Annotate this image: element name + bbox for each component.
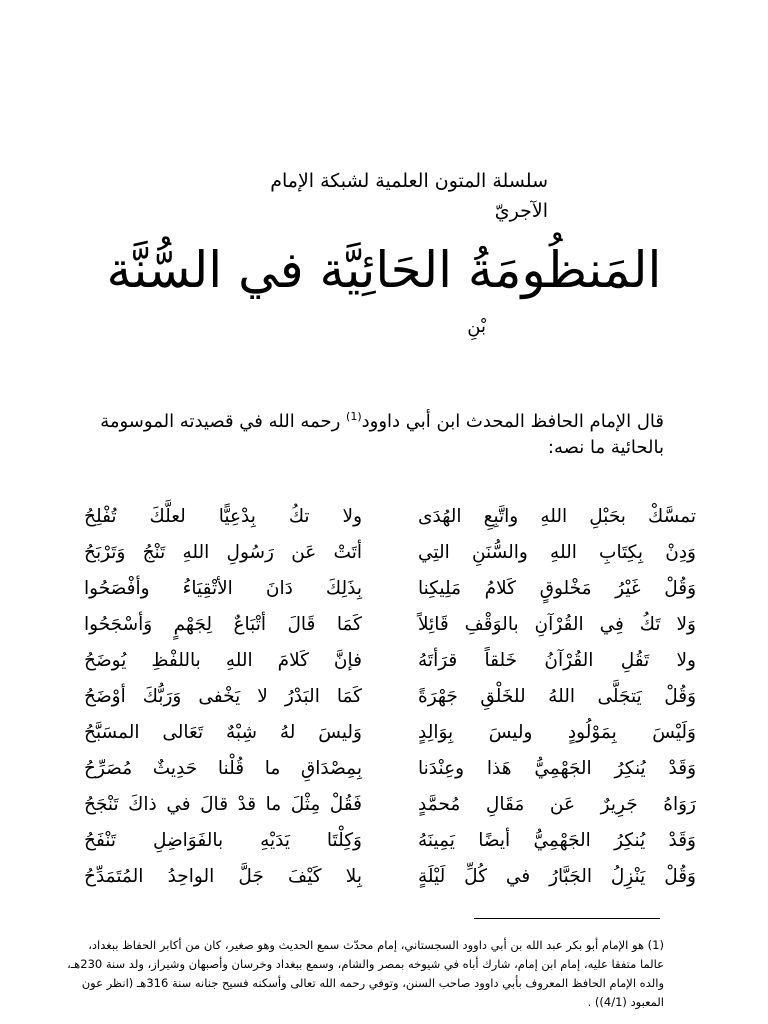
author-line: بْنِ (467, 316, 486, 337)
verse-first-hemistich: وَلا تَكُ فِي القُرْآنِ بالوَقْفِ قَائِلاً (418, 614, 696, 635)
verse (84, 860, 696, 894)
intro-text-after: رحمه الله في قصيدته الموسومة بالحائية ما نصه: (100, 411, 664, 458)
verse-second-hemistich: بِذَلِكَ دَانَ الأتْقِيَاءُ وأفْصَحُوا (84, 578, 362, 599)
poem-verses (84, 500, 696, 900)
intro-paragraph (74, 404, 664, 461)
verse-second-hemistich: فَقُلْ مِثْلَ ما قدْ قالَ في ذاكَ تَنْجَحُ (84, 794, 362, 815)
footnote-ref[interactable]: (1) (346, 410, 362, 423)
verse-first-hemistich: ولا تَقُلِ القُرْآنُ خَلقاً قرَأتَهُ (418, 650, 696, 671)
verse (84, 824, 696, 858)
intro-text-before: قال الإمام الحافظ المحدث ابن أبي داوود (361, 411, 664, 432)
main-title: المَنظُومَةُ الحَائِيَّة في السُّنَّة (106, 241, 662, 299)
footnote: (1) هو الإمام أبو بكر عبد الله بن أبي داوود السجستاني، إمام محدّث سمع الحديث وهو صغير، كان من أكابر الحفاظ ببغداد، عالما متفقا عليه، إمام ابن إمام، شارك أباه في شيوخه بمصر والشام، وسمع ببغداد وخرسان وأصبهان وشيراز، ولد سنة 230هـ، والده الإمام الحافظ المعروف بأبي داوود صاحب السنن، وتوفي رحمه الله تعالى وأسكنه فسيح جنانه سنة 316هـ (انظر عون المعبود (4/1)) . (67, 938, 664, 1009)
verse (84, 788, 696, 822)
verse-first-hemistich: وَقُلْ يَتجَلَّى اللهُ للخَلْقِ جَهْرَةً (418, 686, 696, 707)
verse (84, 536, 696, 570)
verse-first-hemistich: رَوَاهُ جَرِيرٌ عَن مَقَالِ مُحمَّدٍ (418, 794, 696, 815)
verse (84, 716, 696, 750)
verse (84, 680, 696, 714)
verse (84, 572, 696, 606)
footnote-separator (474, 918, 660, 919)
verse-second-hemistich: بِلا كَيْفَ جَلَّ الواحِدُ المُتَمَدِّحُ (84, 866, 362, 887)
verse-second-hemistich: ولا تكُ بِدْعِيًّا لعلَّكَ تُفْلِحُ (84, 506, 362, 527)
verse-second-hemistich: أتَتْ عَن رَسُولِ اللهِ تَنْجُ وَتَرْبَحُ (84, 542, 362, 563)
series-title: سلسلة المتون العلمية لشبكة الإمام الآجريّ (270, 170, 548, 222)
verse (84, 752, 696, 786)
verse-first-hemistich: وَلَيْسَ بِمَوْلُودٍ وليسَ بِوَالِدٍ (418, 722, 696, 743)
verse-first-hemistich: تمسَّكْ بحَبْلِ اللهِ واتَّبِعِ الهُدَى (418, 506, 696, 527)
verse-second-hemistich: بِمِصْدَاقِ ما قُلْنا حَدِيثٌ مُصَرِّحُ (84, 758, 362, 779)
verse-second-hemistich: كَمَا قَالَ أتْبَاعٌ لِجَهْمٍ وَأسْجَحُوا (84, 614, 362, 635)
verse-first-hemistich: وَقَدْ يُنكِرُ الجَهْمِيُّ هَذا وعِنْدَنا (418, 758, 696, 779)
verse (84, 644, 696, 678)
verse-second-hemistich: فإنَّ كَلامَ اللهِ باللفْظِ يُوضَحُ (84, 650, 362, 671)
verse-second-hemistich: وَليسَ لهُ شِبْهٌ تَعَالى المسَبَّحُ (84, 722, 362, 743)
verse (84, 608, 696, 642)
verse (84, 500, 696, 534)
verse-first-hemistich: وَقَدْ يُنكِرُ الجَهْمِيُّ أيضًا يَمِينَهُ (418, 830, 696, 851)
verse-second-hemistich: كَمَا البَدْرُ لا يَخْفى وَرَبُّكَ أوْضَحُ (84, 686, 362, 707)
verse-second-hemistich: وَكِلْتَا يَدَيْهِ بالفَوَاضِلِ تَنْفَحُ (84, 830, 362, 851)
verse-first-hemistich: وَقُلْ يَنْزِلُ الجَبَّارُ في كُلِّ لَيْلَةٍ (418, 866, 696, 887)
verse-first-hemistich: وَدِنْ بِكِتَابِ اللهِ والسُّنَنِ التِي (418, 542, 696, 563)
verse-first-hemistich: وَقُلْ غَيْرُ مَخْلوقٍ كَلامُ مَلِيكِنا (418, 578, 696, 599)
